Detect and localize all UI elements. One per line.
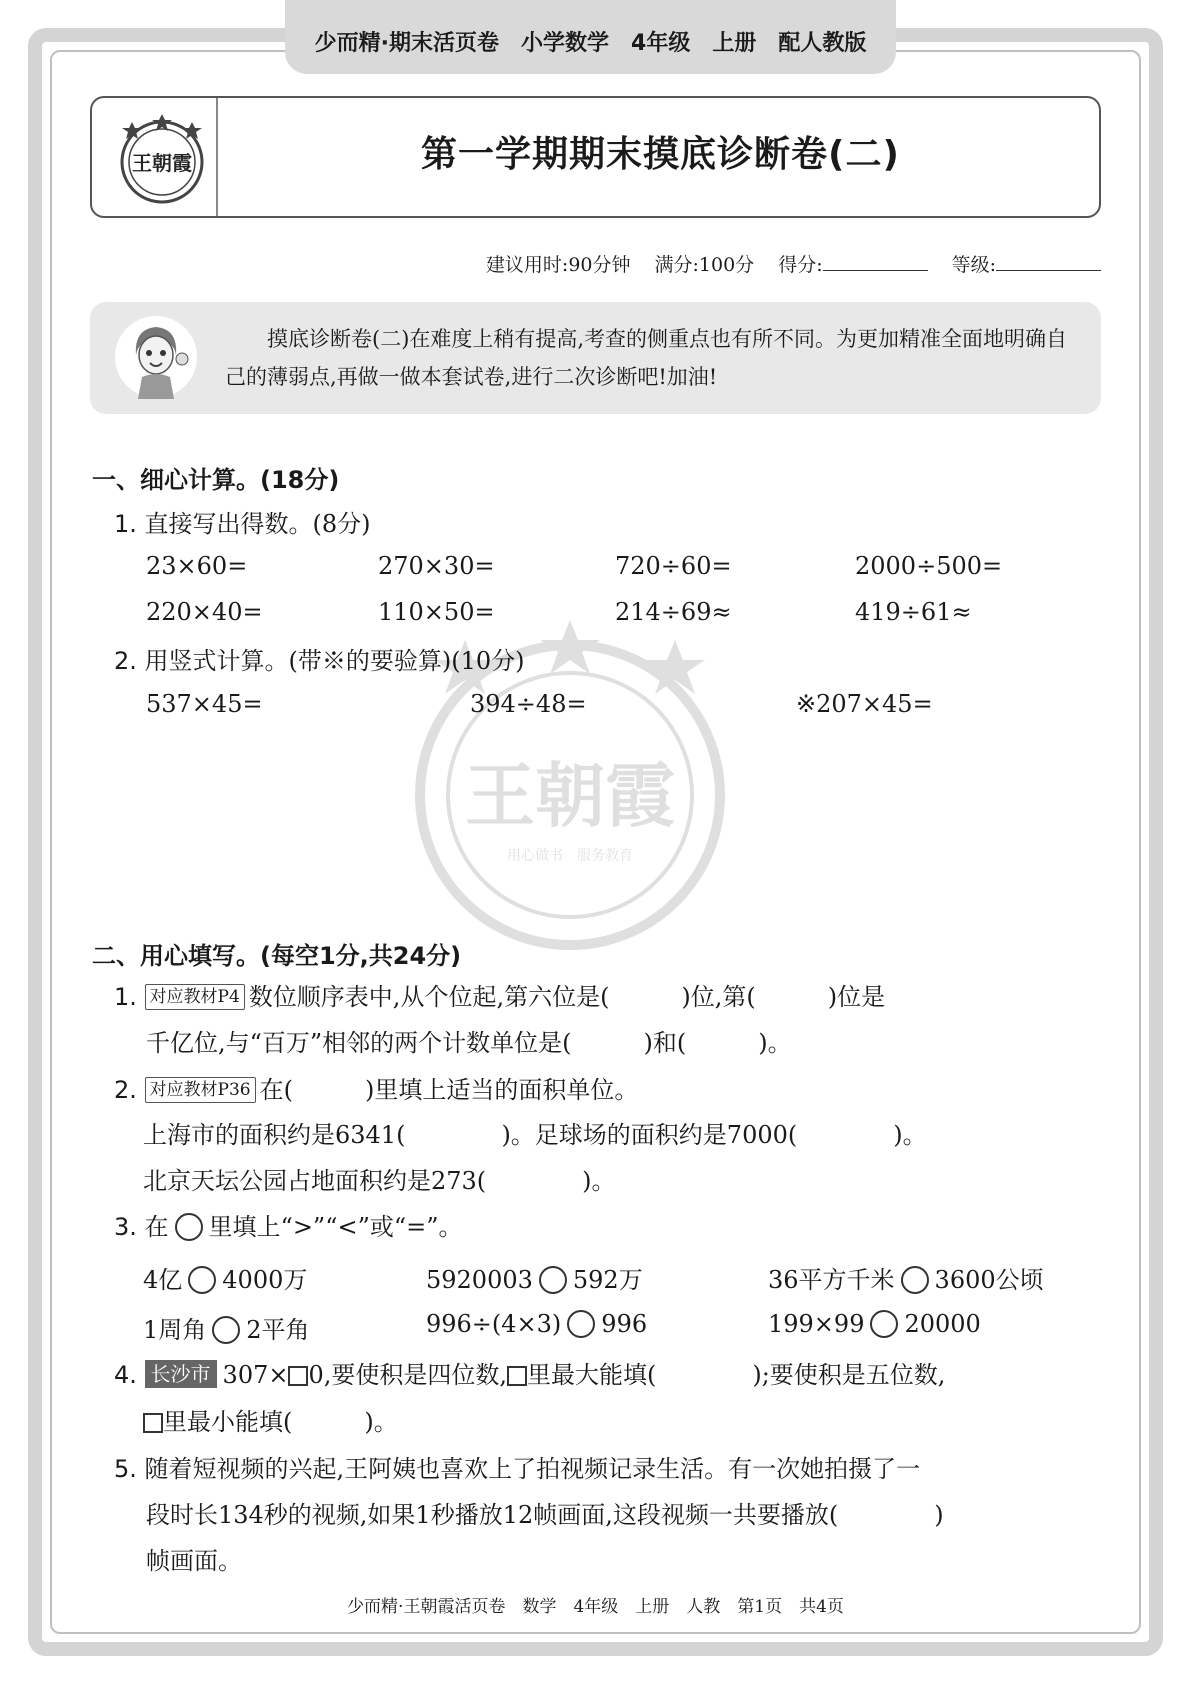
s2-q2 (114, 1073, 638, 1107)
s2-q1-number: 1. (114, 983, 137, 1011)
compare-blank[interactable] (188, 1266, 216, 1294)
logo-divider (216, 98, 218, 216)
page-footer: 少而精·王朝霞活页卷 数学 4年级 上册 人教 第1页 共4页 (347, 1597, 844, 1617)
calc-item: 220×40= (146, 598, 263, 626)
intro-box (90, 302, 1101, 414)
s2-q5-number: 5. (114, 1455, 137, 1483)
section-2-title: 二、用心填写。(每空1分,共24分) (92, 942, 462, 970)
s2-q2-line2: 上海市的面积约是6341( )。足球场的面积约是7000( )。 (143, 1121, 927, 1149)
grade-label: 等级: (951, 254, 996, 276)
compare-blank[interactable] (539, 1266, 567, 1294)
digit-box-icon (288, 1366, 308, 1386)
s2-q4-number: 4. (114, 1361, 137, 1389)
compare-circle-icon (175, 1213, 203, 1241)
intro-text: 摸底诊断卷(二)在难度上稍有提高,考查的侧重点也有所不同。为更加精准全面地明确自己的薄弱点,再做一做本套试卷,进行二次诊断吧!加油! (225, 327, 1068, 389)
s1-q1 (114, 507, 371, 541)
suggested-time: 建议用时:90分钟 (485, 254, 631, 276)
calc-item: 214÷69≈ (615, 598, 732, 626)
compare-item: 36平方千米 3600公顷 (768, 1266, 1044, 1294)
compare-item: 996÷(4×3) 996 (426, 1310, 648, 1338)
calc-item: 110×50= (378, 598, 495, 626)
s1-q2-number: 2. (114, 647, 137, 675)
top-banner: 少而精·期末活页卷 小学数学 4年级 上册 配人教版 (285, 0, 896, 74)
compare-item: 1周角 2平角 (143, 1316, 310, 1344)
vertical-calc-item: 537×45= (146, 690, 263, 718)
compare-item: 4亿 4000万 (143, 1266, 308, 1294)
exam-meta (486, 250, 1101, 277)
calc-item: 419÷61≈ (855, 598, 972, 626)
s2-q1-line1: 数位顺序表中,从个位起,第六位是( )位,第( )位是 (248, 983, 886, 1011)
s2-q5 (114, 1452, 1101, 1486)
compare-item: 5920003 592万 (426, 1266, 643, 1294)
digit-box-icon (507, 1366, 527, 1386)
s2-q3 (114, 1210, 463, 1244)
compare-blank[interactable] (870, 1310, 898, 1338)
compare-blank[interactable] (567, 1310, 595, 1338)
region-tag: 长沙市 (145, 1360, 217, 1388)
s2-q5-line3: 帧画面。 (146, 1547, 242, 1575)
calc-item: 2000÷500= (855, 552, 1003, 580)
svg-text:王朝霞: 王朝霞 (465, 754, 675, 837)
s2-q4: 4. 长沙市 307× 0,要使积是四位数, 里最大能填( );要使积是五位数, (114, 1361, 946, 1389)
page-title: 第一学期期末摸底诊断卷(二) (421, 134, 900, 175)
s2-q2-line1: 在( )里填上适当的面积单位。 (259, 1076, 639, 1104)
wang-zhao-xia-logo-icon (112, 108, 212, 208)
s2-q3-post: 里填上“>”“<”或“=”。 (208, 1213, 463, 1241)
grade-field[interactable] (996, 252, 1101, 271)
compare-item: 199×99 20000 (768, 1310, 981, 1338)
calc-item: 720÷60= (615, 552, 732, 580)
s1-q2-text: 用竖式计算。(带※的要验算)(10分) (144, 647, 525, 675)
s1-q1-text: 直接写出得数。(8分) (144, 510, 371, 538)
compare-blank[interactable] (901, 1266, 929, 1294)
s2-q1-line2: 千亿位,与“百万”相邻的两个计数单位是( )和( )。 (146, 1029, 792, 1057)
s2-q3-pre: 在 (144, 1213, 169, 1241)
full-score: 满分:100分 (654, 254, 755, 276)
svg-text:用心做书 服务教育: 用心做书 服务教育 (507, 848, 633, 864)
s2-q2-line3: 北京天坛公园占地面积约是273( )。 (143, 1167, 616, 1195)
watermark-logo-icon (405, 620, 735, 950)
s1-q1-number: 1. (114, 510, 137, 538)
svg-text:王朝霞: 王朝霞 (132, 151, 192, 175)
vertical-calc-item: ※207×45= (796, 690, 933, 718)
compare-blank[interactable] (212, 1316, 240, 1344)
score-label: 得分: (778, 254, 823, 276)
s2-q4-line2: 里最小能填( )。 (143, 1405, 398, 1439)
textbook-ref-tag: 对应教材P4 (145, 984, 245, 1010)
s2-q5-line2: 段时长134秒的视频,如果1秒播放12帧画面,这段视频一共要播放( ) (146, 1501, 944, 1529)
score-field[interactable] (823, 252, 928, 271)
girl-avatar-icon (114, 315, 198, 399)
s2-q5-line1: 随着短视频的兴起,王阿姨也喜欢上了拍视频记录生活。有一次她拍摄了一 (144, 1455, 921, 1483)
title-box (90, 96, 1101, 218)
section-1-title: 一、细心计算。(18分) (92, 466, 340, 494)
s2-q3-number: 3. (114, 1213, 137, 1241)
calc-item: 270×30= (378, 552, 495, 580)
textbook-ref-tag: 对应教材P36 (145, 1077, 256, 1103)
vertical-calc-item: 394÷48= (470, 690, 587, 718)
s2-q1 (114, 980, 1101, 1014)
digit-box-icon (143, 1413, 163, 1433)
calc-item: 23×60= (146, 552, 248, 580)
s2-q2-number: 2. (114, 1076, 137, 1104)
